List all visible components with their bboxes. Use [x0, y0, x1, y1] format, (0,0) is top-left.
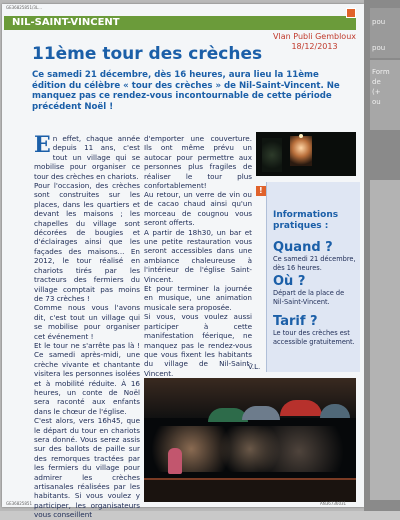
wagon-trailer: [144, 478, 356, 502]
page-reference-bottom-right: AN36736031: [320, 501, 347, 506]
paragraph: Au retour, un verre de vin ou de cacao chaud ainsi qu'un morceau de cougnou vous seront offerts.: [144, 190, 252, 228]
page-reference-bottom-left: GE36825851: [6, 501, 32, 506]
author-signature: V.L.: [248, 363, 261, 371]
adjacent-text: pou: [372, 44, 386, 52]
star-icon: [299, 134, 303, 138]
page-reference-top: GE36825851/3L...: [6, 5, 42, 10]
paragraph: C'est alors, vers 16h45, que le départ du tour en chariots sera donné. Vous serez assis sur des ballots de paille sur des remorques tractées par les fermiers du village pour admirer les crèches artisanales réalisées par les habitants. Si vous voulez y participer, les organisateurs vous conseillent: [34, 416, 140, 520]
hay-wagon-photo: [144, 378, 356, 502]
tree-shape: [262, 138, 282, 172]
newspaper-page: [2, 4, 364, 520]
section-band: [4, 16, 356, 30]
paragraph: Et pour terminer la journée en musique, une animation musicale sera proposée.: [144, 284, 252, 312]
paragraph: Et le tour ne s'arrête pas là ! Ce samedi après-midi, une crèche vivante et chantante visitera les personnes isolées et à mobilité réduite. À 16 heures, un conte de Noël sera raconté aux enfants dans le chœur de l'église.: [34, 340, 140, 416]
paragraph: Pour l'occasion, des crèches sont construites sur les places, dans les quartiers et devant les maisons ; les chapelles du village sont décorées de bougies et d'éclairages ainsi que les façades des maisons... En 2012, le tour réalisé en chariots tirés par les tracteurs des fermiers du village comptait pas moins de 73 crèches !: [34, 181, 140, 303]
drop-cap: E: [34, 132, 51, 158]
umbrella-icon: [242, 406, 280, 420]
alert-marker-icon: [256, 186, 266, 196]
paragraph: A partir de 18h30, un bar et une petite restauration vous seront accessibles dans une ambiance chaleureuse à l'intérieur de l'église Saint-Vincent.: [144, 227, 252, 284]
info-box-title: Informations pratiques :: [273, 210, 339, 231]
adjacent-text: Form: [372, 68, 390, 76]
article-column-2-top: [144, 134, 252, 190]
info-quand-text: Ce samedi 21 décembre, dès 16 heures.: [273, 255, 356, 272]
source-date: 18/12/2013: [291, 42, 338, 51]
article-lead: Ce samedi 21 décembre, dès 16 heures, aura lieu la 11ème édition du célèbre « tour des crèches » de Nil-Saint-Vincent. Ne manquez pas ce rendez-vous incontournable de cette période précédent Noël !: [32, 70, 340, 112]
adjacent-text: pou: [372, 18, 386, 26]
info-tarif-text: Le tour des crèches est accessible gratuitement.: [273, 329, 355, 346]
article-column-2: [144, 190, 252, 378]
info-box: [266, 182, 360, 372]
article-column-1: [34, 134, 140, 520]
info-tarif: [273, 314, 357, 346]
nativity-glow: [290, 136, 312, 166]
source-caption: [273, 32, 356, 52]
child-figure: [168, 448, 182, 474]
adjacent-text: de: [372, 78, 381, 86]
article-title: 11ème tour des crèches: [32, 44, 263, 64]
info-ou-text: Départ de la place de Nil-Saint-Vincent.: [273, 289, 345, 306]
marker-glyph: !: [259, 186, 263, 195]
corner-mark-icon: [346, 8, 356, 18]
nativity-scene-photo: [256, 132, 356, 176]
info-quand-heading: Quand ?: [273, 240, 333, 255]
section-label: NIL-SAINT-VINCENT: [12, 17, 120, 28]
paragraph: d'emporter une couverture. Ils ont même prévu un autocar pour permettre aux personnes plus fragiles de réaliser le tour plus confortablement!: [144, 134, 252, 191]
source-name: Vlan Publi Gembloux: [273, 32, 356, 41]
umbrella-icon: [280, 400, 322, 416]
adjacent-text: (+: [372, 88, 381, 96]
paragraph: Comme nous vous l'avons dit, c'est tout un village qui se mobilise pour organiser cet événement !: [34, 303, 140, 341]
paragraph: n effet, chaque année depuis 11 ans, c'est tout un village qui se mobilise pour organiser ce tour des crèches en chariots.: [34, 134, 140, 181]
info-ou: [273, 274, 357, 306]
adjacent-page-strip: [364, 0, 400, 511]
adjacent-text: ou: [372, 98, 381, 106]
info-quand: [273, 240, 357, 272]
adjacent-column: [370, 180, 400, 500]
info-ou-heading: Où ?: [273, 274, 306, 289]
info-tarif-heading: Tarif ?: [273, 314, 318, 329]
paragraph: Si vous, vous voulez aussi participer à cette manifestation féerique, ne manquez pas le rendez-vous que vous fixent les habitants du village de Nil-Saint-Vincent.: [144, 312, 252, 378]
